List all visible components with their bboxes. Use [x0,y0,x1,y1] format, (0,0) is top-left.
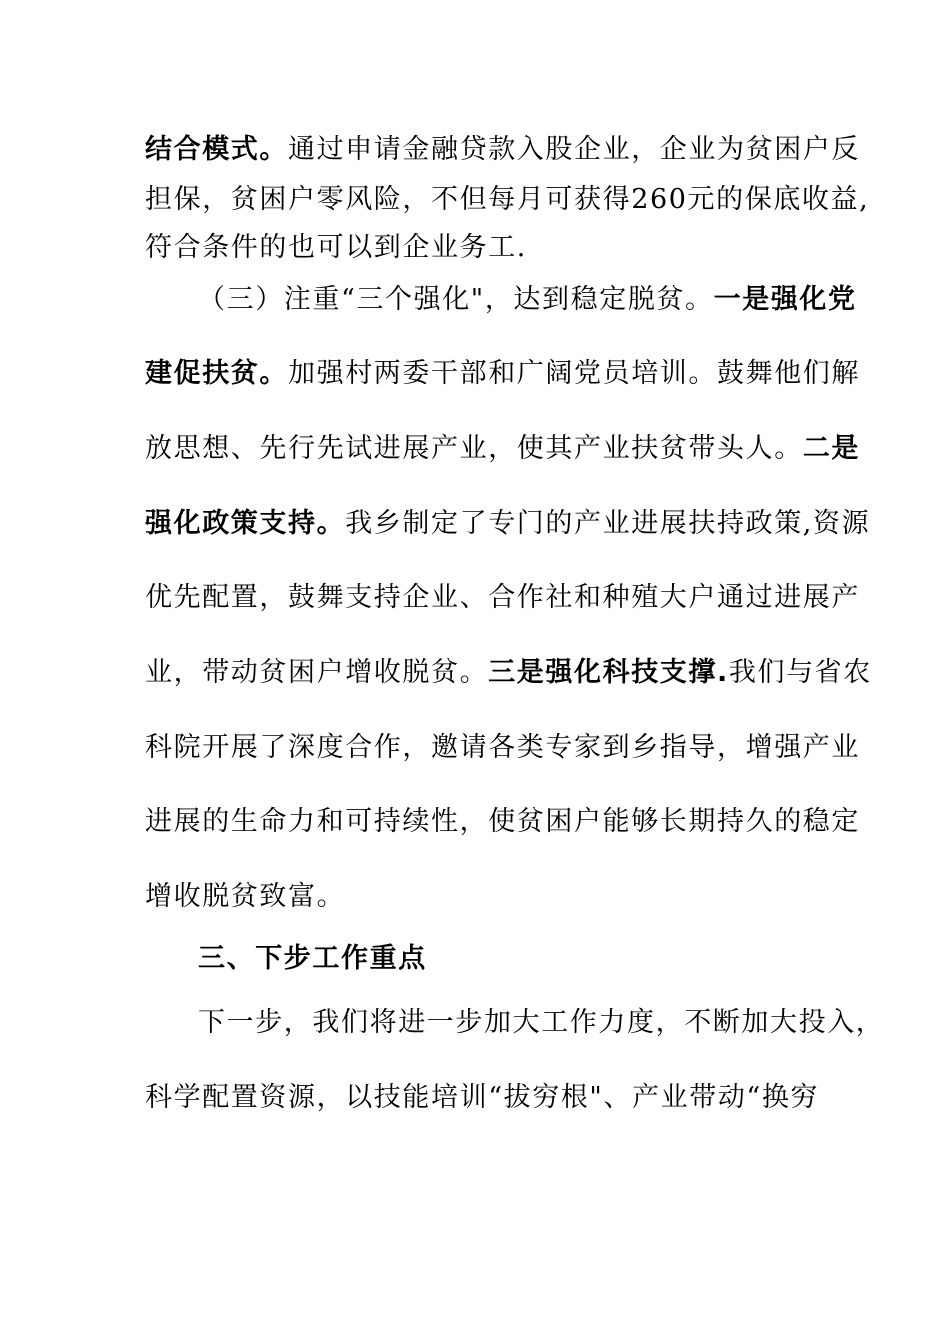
bold-phrase: 建促扶贫。 [145,358,288,389]
text-line [198,283,857,317]
section-heading [198,942,427,976]
text-line: 科学配置资源，以技能培训“拔穷根"、产业带动“换穷 [145,1082,820,1113]
text-line: 担保，贫困户零风险，不但每月可获得260元的保底收益, [145,184,870,215]
bold-phrase: 三是强化科技支撑. [488,657,729,688]
text-line: 科院开展了深度合作，邀请各类专家到乡指导，增强产业 [145,732,860,763]
text-line [145,432,860,466]
text-line: 优先配置，鼓舞支持企业、合作社和种殖大户通过进展产 [145,582,860,613]
text-line [145,656,872,690]
bold-phrase: 结合模式。 [145,134,288,165]
text-line: 增收脱贫致富。 [145,881,346,912]
text-line: 下一步，我们将进一步加大工作力度，不断加大投入， [198,1007,885,1038]
heading-text: 三、下步工作重点 [198,943,427,974]
line-text: 通过申请金融贷款入股企业，企业为贫困户反 [288,134,860,165]
bold-phrase: 强化政策支持。 [145,508,346,539]
text-line [145,357,860,391]
line-text: 我乡制定了专门的产业进展扶持政策,资源 [345,508,871,539]
line-text: 放思想、先行先试进展产业，使其产业扶贫带头人。 [145,433,803,464]
text-line: 进展的生命力和可持续性，使贫困户能够长期持久的稳定 [145,806,860,837]
line-text: 我们与省农 [728,657,872,688]
bold-phrase: 一是强化党 [713,284,857,315]
text-line [145,133,860,167]
line-text: （三）注重“三个强化"，达到稳定脱贫。 [198,284,714,315]
text-line: 符合条件的也可以到企业务工. [145,232,527,263]
line-text: 加强村两委干部和广阔党员培训。鼓舞他们解 [288,358,860,389]
text-line [145,507,870,541]
line-text: 业，带动贫困户增收脱贫。 [145,657,489,688]
bold-phrase: 二是 [802,433,861,464]
